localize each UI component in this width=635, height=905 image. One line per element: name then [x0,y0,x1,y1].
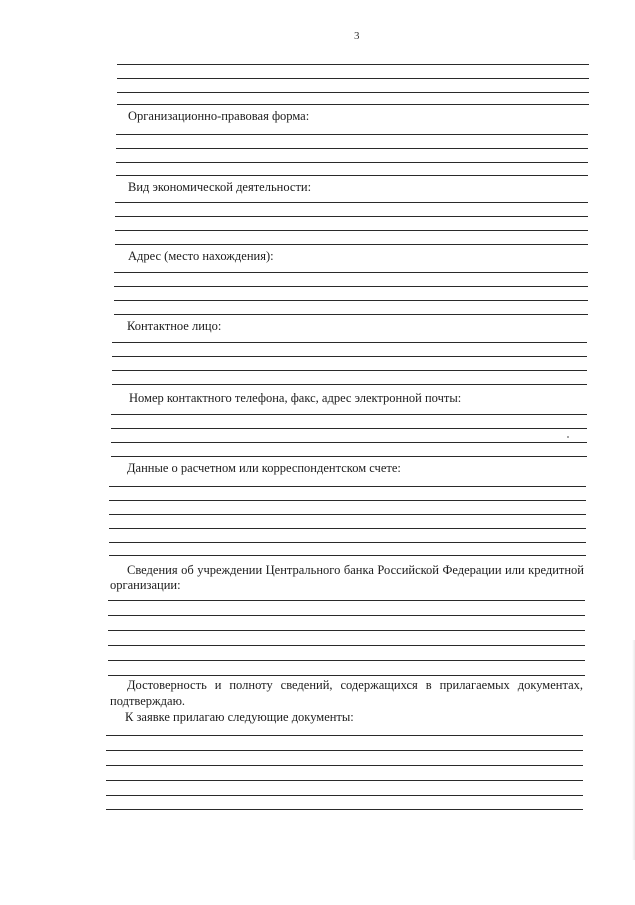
fill-line [115,230,588,231]
fill-line [116,134,588,135]
fill-line [106,780,583,781]
fill-line [117,64,589,65]
fill-line [114,300,588,301]
fill-line [111,456,587,457]
fill-line [108,675,585,676]
page-number: 3 [354,30,360,42]
fill-line [109,500,586,501]
fill-line [109,542,586,543]
fill-line [115,216,588,217]
fill-line [115,244,588,245]
fill-line [108,645,585,646]
fill-line [111,414,587,415]
contacts-label: Номер контактного телефона, факс, адрес электронной почты: [129,391,462,405]
activity-label: Вид экономической деятельности: [128,180,312,194]
fill-line [114,314,588,315]
fill-line [108,600,585,601]
fill-line [106,765,583,766]
fill-line [112,342,587,343]
fill-line [106,795,583,796]
fill-line [117,104,589,105]
fill-line [116,162,588,163]
fill-line [117,78,589,79]
attachments-label: К заявке прилагаю следующие документы: [125,710,354,724]
fill-line [112,384,587,385]
scan-speck [567,436,569,438]
confirmation-line1: Достоверность и полноту сведений, содержащихся в прилагаемых документах, [127,678,583,692]
account-label: Данные о расчетном или корреспондентском счете: [127,461,401,475]
fill-line [109,555,586,556]
fill-line [106,809,583,810]
fill-line [115,202,588,203]
fill-line [112,356,587,357]
bank-label-line2: организации: [110,578,181,592]
confirmation-line2: подтверждаю. [110,694,186,708]
fill-line [106,735,583,736]
fill-line [112,370,587,371]
fill-line [114,272,588,273]
fill-line [108,615,585,616]
fill-line [109,528,586,529]
fill-line [116,148,588,149]
fill-line [117,92,589,93]
fill-line [111,442,587,443]
fill-line [109,514,586,515]
fill-line [106,750,583,751]
contact-person-label: Контактное лицо: [127,319,222,333]
fill-line [108,630,585,631]
fill-line [114,286,588,287]
fill-line [108,660,585,661]
legal-form-label: Организационно-правовая форма: [128,109,310,123]
address-label: Адрес (место нахождения): [128,249,274,263]
fill-line [116,175,588,176]
fill-line [109,486,586,487]
bank-label-line1: Сведения об учреждении Центрального банка Российской Федерации или кредитной [127,563,584,577]
fill-line [111,428,587,429]
